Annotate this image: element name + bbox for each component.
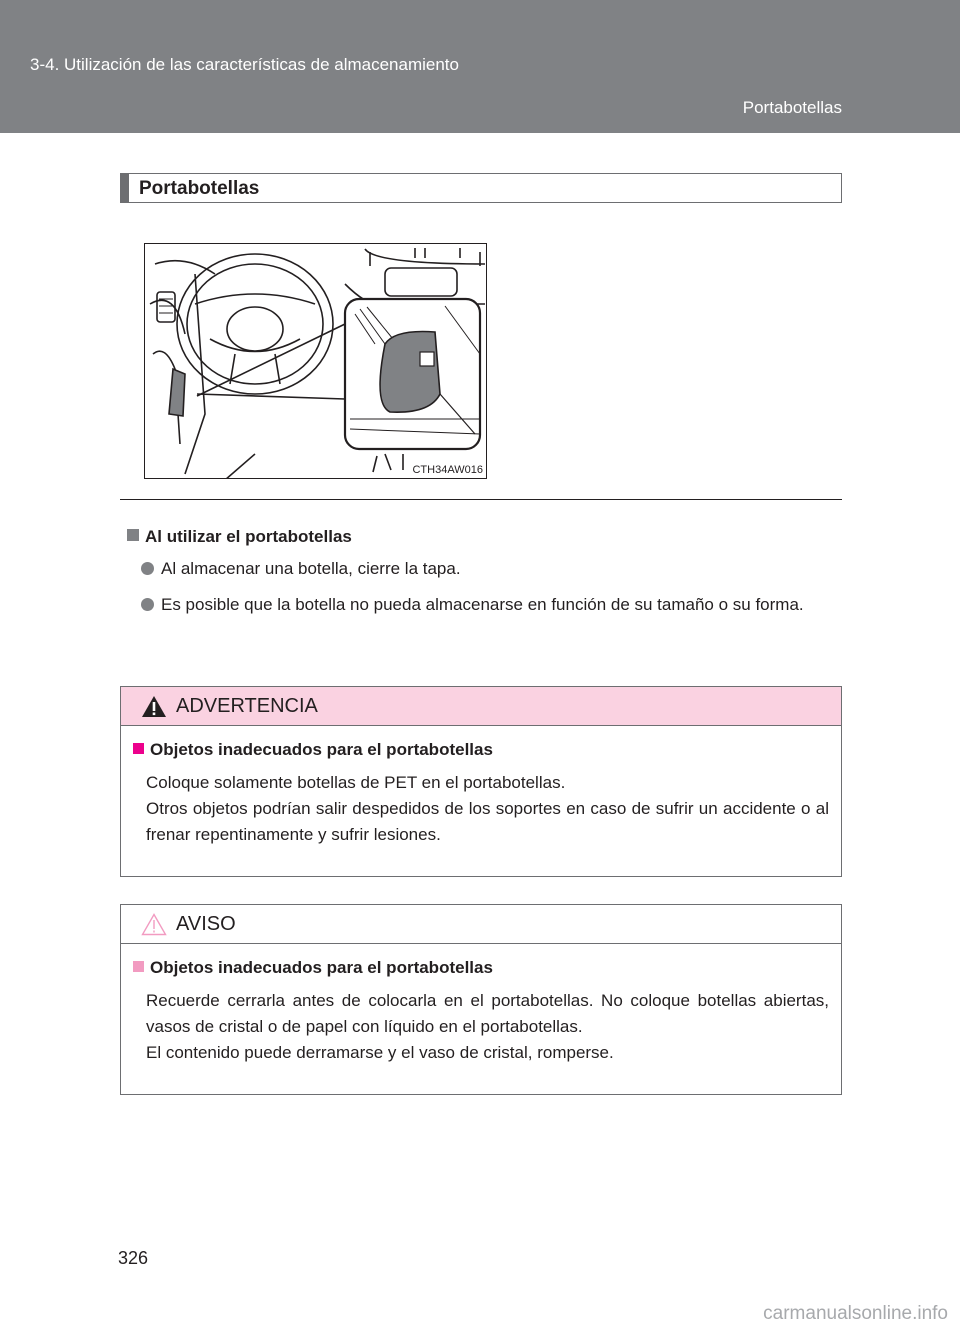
- caution-subheading: Objetos inadecuados para el portabotellas: [133, 956, 829, 980]
- caution-box: [120, 904, 842, 1095]
- bottle-holder-illustration: [144, 243, 487, 479]
- warning-text: Coloque solamente botellas de PET en el portabotellas. Otros objetos podrían salir despedidos de los soportes en caso de sufrir un accidente o al frenar repentinamente y sufrir lesiones.: [146, 773, 829, 844]
- footer-watermark-link[interactable]: carmanualsonline.info: [763, 1303, 948, 1324]
- warning-label: ADVERTENCIA: [176, 695, 318, 717]
- warning-header: [121, 687, 841, 726]
- section-divider: [120, 499, 842, 500]
- square-bullet-icon: [127, 529, 139, 541]
- square-bullet-icon: [133, 743, 144, 754]
- note-bullet: Es posible que la botella no pueda almacenarse en función de su tamaño o su forma.: [127, 590, 827, 620]
- circle-bullet-icon: [141, 598, 154, 611]
- warning-box: [120, 686, 842, 877]
- section-title-bar: [121, 174, 129, 202]
- caution-text: Recuerde cerrarla antes de colocarla en el portabotellas. No coloque botellas abiertas, vasos de cristal o de papel con líquido en el portabotellas. El contenido puede derramarse y el vaso de cristal, romperse.: [146, 991, 829, 1062]
- caution-triangle-icon: [141, 913, 167, 936]
- header-band: [0, 0, 960, 133]
- warning-triangle-icon: [141, 695, 167, 718]
- note-bullet: Al almacenar una botella, cierre la tapa.: [127, 554, 827, 584]
- usage-note: [127, 526, 827, 620]
- caution-label: AVISO: [176, 913, 236, 935]
- chapter-title: 3-4. Utilización de las características de almacenamiento: [30, 55, 459, 74]
- warning-subheading: Objetos inadecuados para el portabotellas: [133, 738, 829, 762]
- circle-bullet-icon: [141, 562, 154, 575]
- caution-body: [121, 944, 841, 1066]
- section-title: Portabotellas: [139, 178, 260, 199]
- warning-body: [121, 726, 841, 848]
- section-name: Portabotellas: [742, 98, 842, 117]
- figure-code: CTH34AW016: [412, 464, 483, 476]
- square-bullet-icon: [133, 961, 144, 972]
- page-number: 326: [118, 1248, 149, 1268]
- section-title-box: [120, 173, 842, 203]
- caution-header: [121, 905, 841, 944]
- note-heading: Al utilizar el portabotellas: [127, 526, 827, 548]
